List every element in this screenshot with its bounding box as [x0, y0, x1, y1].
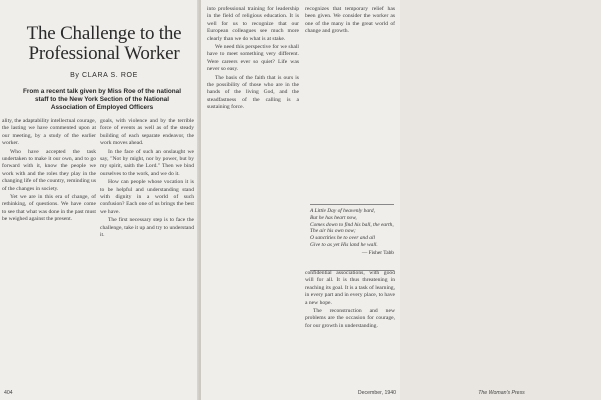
poem-line: A Little Day of heavenly bard, [310, 208, 375, 214]
byline: By CLARA S. ROE [70, 72, 138, 79]
paragraph: The first necessary step is to face the challenge, take it up and try to understand it. [100, 217, 194, 239]
paragraph: confidential associations, with good will for all. It is thus threatening in reaching its goal. It is a task of learning, in every part and in every place, to have a new hope. [305, 270, 395, 306]
paragraph: The basis of the faith that is ours is the possibility of those who are in the hands of the living God, and the steadfastness of the calling is a sustaining force. [207, 74, 299, 111]
poem-box [310, 204, 394, 271]
paragraph: The reconstruction and new problems are the occasion for courage, for our growth in understanding. [305, 308, 395, 329]
paragraph: recognizes that temporary relief has been given. We consider the worker as one of the many in the great world of change and growth. [305, 6, 395, 35]
left-page [0, 0, 199, 400]
poem-line: But he has heart now, [310, 214, 357, 221]
paragraph: goals, with violence and by the terrible force of events as well as of the steady building of each separate endeavor, the work moves ahead. [100, 118, 194, 147]
paragraph: Who have accepted the task undertaken to make it our own, and to go forward with it, know the people we work with and the roles they play in the changing life of the country, reminding us of the changes in society. [2, 148, 96, 192]
article-title: The Challenge to the Professional Worker [26, 23, 182, 64]
paragraph: How can people whose vocation it is to be helpful and understanding stand with dignity in a world of such confusion? Each one of us brings the best we have. [100, 179, 194, 215]
page-number: 404 [4, 390, 13, 396]
article-intro: From a recent talk given by Miss Roe of the national staff to the New York Section of the National Association of Employed Officers [22, 88, 182, 111]
right-column-2-bottom [305, 270, 395, 380]
left-column-1 [2, 118, 96, 380]
paragraph: In the face of such an onslaught we say, "Not by might, nor by power, but by my spirit, saith the Lord." Then we bind ourselves to the work, and we do it. [100, 148, 194, 177]
poem-attribution: — Fisher Tabb [361, 249, 394, 256]
right-page [201, 0, 525, 400]
paragraph: Yet we are in this era of change, of rethinking, of questions. We have come to see that what was done in the past must be weighed against the present. [2, 194, 96, 223]
paragraph: We need this perspective for we shall have to meet something very different. Were careers ever so quiet? Life was never so easy. [207, 44, 299, 73]
paragraph: into professional training for leadership in the field of religious education. It is well for us to recognize that our European colleagues see much more clearly than we do what is at stake. [207, 6, 299, 42]
poem-line: Comes down to find his ball, the earth, [310, 221, 394, 228]
poem-line: The air his own now; [310, 228, 356, 235]
poem-line: Give to as yet His land he wall. [310, 241, 378, 248]
issue-date: December, 1940 [357, 390, 396, 396]
poem-line: O sanctities he to over and all [310, 235, 375, 242]
left-column-2 [100, 118, 194, 380]
title-block [24, 24, 184, 79]
paragraph: ality, the adaptability intellectual courage, the lasting we have commented upon at our meeting, by a study of the earlier worker. [2, 118, 96, 147]
right-column-1 [207, 6, 299, 380]
right-column-2-top [305, 6, 395, 202]
magazine-name: The Woman's Press [478, 390, 525, 396]
